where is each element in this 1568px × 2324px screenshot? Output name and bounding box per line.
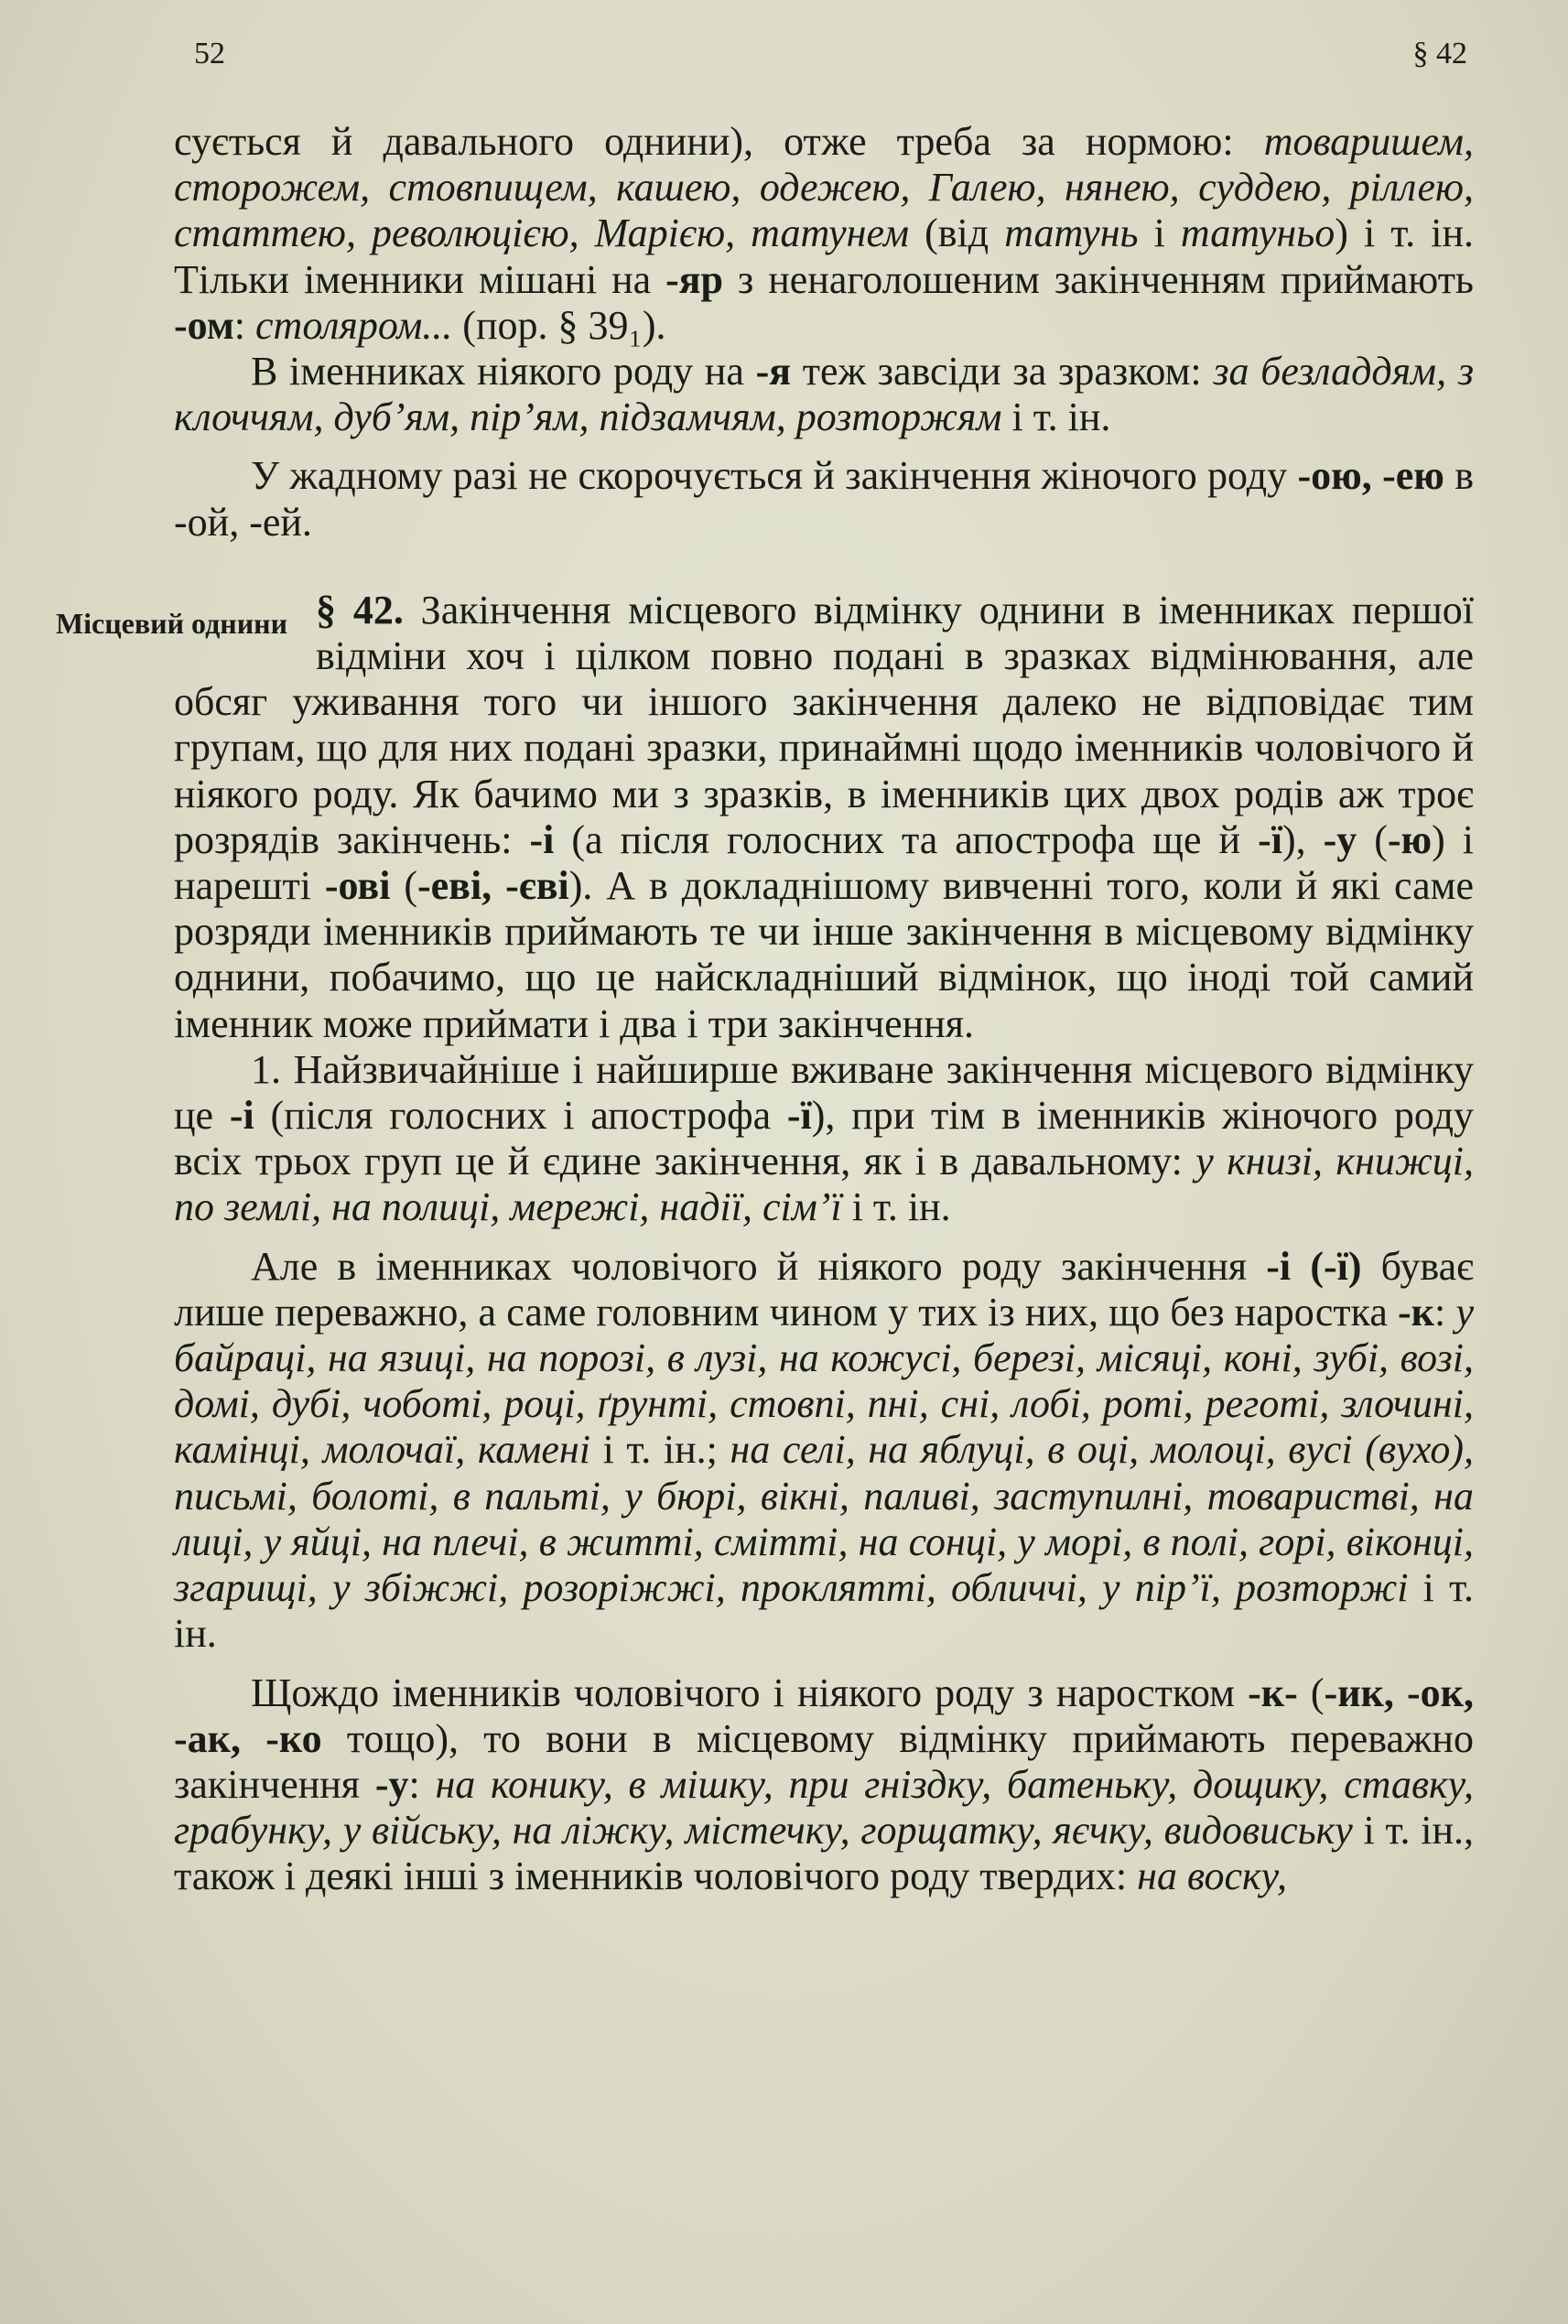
- text-run: -у: [374, 1761, 409, 1807]
- page-header: [194, 37, 1467, 71]
- text-run: -у: [1323, 816, 1357, 862]
- text-run: сується й давального однини), отже треба за нормою:: [174, 119, 1264, 164]
- text-run: у байраці, на язиці, на порозі, в лузі, на кожусі, березі, місяці, коні, зубі, возі, домі, дубі, чоботі, році, ґрунті, стовпі, пні, сні, лобі, роті, реготі, злочині, камінці, молочаї, камені: [174, 1289, 1474, 1473]
- text-run: і т. ін.: [1001, 395, 1111, 440]
- text-run: ). А в докладнішому вивченні того, коли й які саме розряди іменників приймають те чи інше закінчення в місцевому відмінку однини, побачимо, що це найскладніший відмінок, що іноді той самий іменник може приймати і два і три закінчення.: [174, 863, 1474, 1046]
- text-run: ) і нарешті: [174, 816, 1475, 909]
- text-run: на воску,: [1137, 1854, 1287, 1899]
- text-run: (після голосних і апострофа: [254, 1093, 787, 1139]
- text-run: -і: [529, 816, 555, 862]
- text-run: теж завсіди за зразком:: [791, 349, 1214, 395]
- paragraph-p7: [174, 1670, 1474, 1900]
- text-run: за безладдям, з клоччям, дуб’ям, пір’ям, підзамчям, розторжям: [174, 349, 1474, 440]
- text-run: Але в іменниках чоловічого й ніякого роду закінчення: [251, 1243, 1267, 1289]
- text-run: -ом: [174, 302, 234, 348]
- paragraph-p3: [174, 453, 1474, 545]
- text-run: -і: [229, 1093, 254, 1139]
- text-run: товаришем, сторожем, стовпищем, кашею, одежею, Галею, нянею, суддею, ріллею, статтею, революцією, Марією, татунем: [174, 119, 1474, 256]
- paragraph-p6: [174, 1244, 1474, 1658]
- text-run: -ю: [1387, 816, 1433, 862]
- text-run: -ї: [786, 1093, 812, 1139]
- text-run: Щождо іменників чоловічого і ніякого роду з наростком: [251, 1670, 1249, 1715]
- text-run: -ові: [324, 863, 391, 909]
- text-run: у книзі, книжці, по землі, на полиці, мережі, надії, сім’ї: [174, 1139, 1474, 1230]
- paragraph-p2: [174, 349, 1474, 440]
- text-run: Закінчення місцевого відмінку однини в іменниках першої відміни хоч і цілком повно подані в зразках відмінювання, але обсяг уживання того чи іншого закінчення далеко не відповідає тим групам, що для них подані зразки, принаймні щодо іменників чоловічого й ніякого роду. Як бачимо ми з зразків, в іменників цих двох родів аж троє розрядів закінчень:: [174, 587, 1475, 862]
- text-run: з ненаголошеним закінченням приймають: [723, 256, 1474, 302]
- text-run: тощо), то вони в місцевому відмінку приймають переважно закінчення: [174, 1715, 1474, 1807]
- text-run: :: [1434, 1289, 1456, 1335]
- text-run: -ик, -ок, -ак, -ко: [174, 1670, 1475, 1761]
- text-run: :: [408, 1761, 436, 1807]
- paragraph-p5: [174, 1047, 1474, 1231]
- text-run: :: [233, 302, 256, 348]
- section-reference: § 42: [1412, 37, 1467, 70]
- text-run: -і (-ї): [1266, 1243, 1362, 1289]
- text-run: ) і т. ін. Тільки іменники мішані на: [174, 211, 1474, 302]
- text-run: § 42.: [316, 587, 404, 632]
- text-run: ), при тім в іменників жіночого роду всіх трьох груп це й єдине закінчення, як і в давальному:: [174, 1093, 1475, 1184]
- text-run: і т. ін.: [174, 1565, 1474, 1657]
- text-run: -еві, -єві: [417, 863, 569, 909]
- text-run: -ою, -ею: [1297, 453, 1444, 499]
- text-run: (: [1297, 1670, 1325, 1715]
- margin-note: Місцевий однини: [55, 606, 288, 640]
- text-run: -ї: [1258, 816, 1282, 862]
- text-run: 1. Найзвичайніше і найширше вживане закінчення місцевого відмінку це: [174, 1046, 1474, 1139]
- paragraph-p4: [55, 587, 1475, 1047]
- text-run: -я: [755, 349, 792, 395]
- text-run: (а після голосних та апострофа ще й: [554, 816, 1259, 862]
- text-run: і т. ін., також і деякі інші з іменників чоловічого роду твердих:: [174, 1808, 1474, 1899]
- text-run: татуньо: [1180, 211, 1336, 256]
- text-run: -к-: [1248, 1670, 1298, 1715]
- text-run: татунь: [1004, 211, 1139, 256]
- text-run: буває лише переважно, а саме головним чином у тих із них, що без наростка: [174, 1243, 1475, 1335]
- text-run: (від: [909, 211, 1005, 256]
- text-run: в -ой, -ей.: [174, 453, 1474, 545]
- text-run: В іменниках ніякого роду на: [251, 349, 756, 395]
- text-run: на конику, в мішку, при гніздку, батеньку, дощику, ставку, грабунку, у війську, на ліжку, містечку, горщатку, яєчку, видовиську: [174, 1761, 1474, 1854]
- text-run: столяром...: [255, 302, 453, 348]
- text-run: і: [1138, 211, 1181, 256]
- page-number: 52: [194, 37, 225, 70]
- paragraph-p1: [174, 119, 1474, 349]
- text-run: і т. ін.: [841, 1184, 951, 1230]
- text-run: (: [1357, 816, 1388, 862]
- text-run: -к: [1398, 1289, 1435, 1335]
- text-run: ),: [1281, 816, 1324, 862]
- body-text: [55, 119, 1475, 1900]
- text-run: (пор. § 39₁).: [452, 302, 666, 348]
- text-run: (: [390, 863, 417, 909]
- text-run: на селі, на яблуці, в оці, молоці, вусі (вухо), письмі, болоті, в пальті, у бюрі, вікні, паливі, заступилні, товаристві, на лиці, у яйці, на плечі, в житті, смітті, на сонці, у морі, в полі, горі, віконці, згарищі, у збіжжі, розоріжжі, проклятті, обличчі, у пір’ї, розторжі: [174, 1427, 1474, 1611]
- text-run: і т. ін.;: [589, 1427, 730, 1473]
- text-run: У жадному разі не скорочується й закінчення жіночого роду: [251, 453, 1298, 499]
- text-run: -яр: [665, 256, 724, 302]
